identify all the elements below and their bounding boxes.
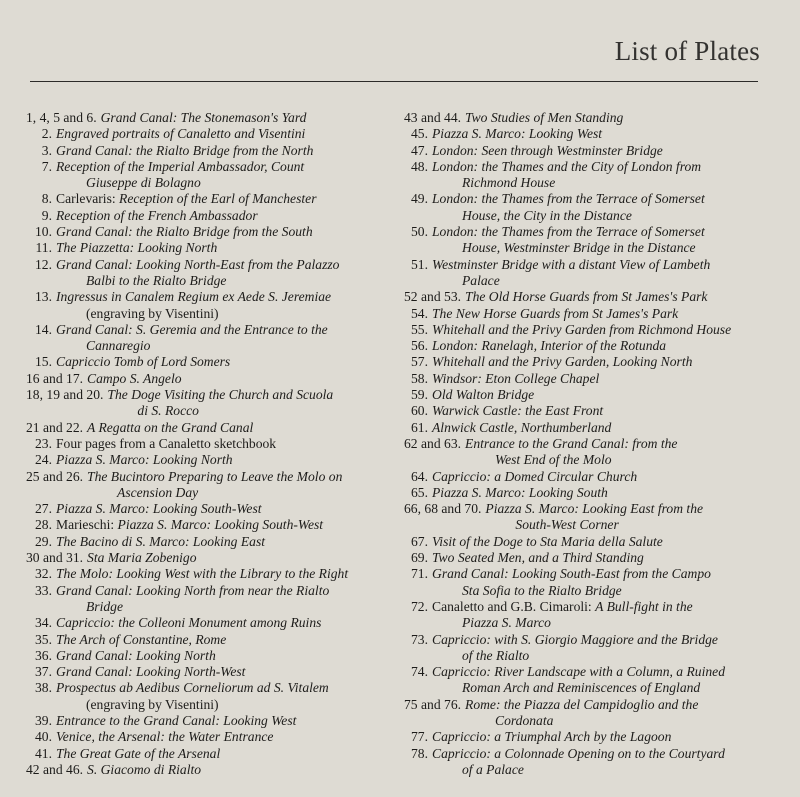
plate-number: 18, 19 and 20.: [26, 387, 104, 403]
plate-title: [432, 550, 758, 566]
plate-title-continuation: Piazza S. Marco: [462, 615, 551, 631]
plate-number: 49.: [411, 191, 428, 207]
plate-title-text: Grand Canal: the Rialto Bridge from the South: [56, 224, 313, 240]
plate-number: 65.: [411, 484, 428, 500]
plate-entry: [404, 403, 758, 419]
plate-title-text: London: Seen through Westminster Bridge: [432, 142, 663, 158]
plate-title-text: The Old Horse Guards from St James's Park: [465, 289, 708, 305]
plate-number: 59.: [411, 387, 428, 403]
plate-title: [432, 338, 758, 354]
plate-title: [432, 322, 758, 338]
plate-title-text: The Great Gate of the Arsenal: [56, 745, 221, 761]
plate-number: 39.: [35, 712, 52, 728]
plate-entry: [404, 436, 758, 469]
plate-title-text: The Arch of Constantine, Rome: [56, 631, 227, 647]
plate-entry: [26, 648, 388, 664]
plate-title: [56, 713, 388, 729]
plate-title-text: Sta Maria Zobenigo: [87, 550, 197, 566]
plate-title-continuation: Palace: [462, 272, 500, 288]
plate-number: 33.: [35, 582, 52, 598]
plate-number: 50.: [411, 224, 428, 240]
plate-number: 29.: [35, 533, 52, 549]
plate-title-text: Venice, the Arsenal: the Water Entrance: [56, 729, 274, 745]
plate-title: [56, 501, 388, 517]
plate-title: [485, 501, 758, 534]
plate-title-text: London: the Thames from the Terrace of Somerset: [432, 224, 705, 240]
plate-title-text: Piazza S. Marco: Looking North: [56, 452, 233, 468]
plate-title-text: A Regatta on the Grand Canal: [87, 419, 254, 435]
plate-entry: [404, 371, 758, 387]
plate-title-text: Entrance to the Grand Canal: from the: [465, 435, 678, 451]
plate-title: [465, 110, 758, 126]
plate-title-continuation: of a Palace: [462, 761, 524, 777]
plate-entry: [26, 762, 388, 778]
plate-title-continuation: (engraving by Visentini): [86, 696, 219, 712]
plate-number: 56.: [411, 338, 428, 354]
plate-title: [432, 469, 758, 485]
plate-entry: [26, 583, 388, 616]
plate-title: [56, 126, 388, 142]
plate-number: 16 and 17.: [26, 370, 84, 386]
plate-title: [432, 191, 758, 224]
plate-number: 64.: [411, 468, 428, 484]
plate-entry: [26, 469, 388, 502]
plate-entry: [26, 159, 388, 192]
plate-title: [432, 664, 758, 697]
plate-title-text: Capriccio: River Landscape with a Column, a Ruined: [432, 664, 725, 680]
plate-number: 47.: [411, 142, 428, 158]
plate-title: [56, 746, 388, 762]
plate-title: [432, 485, 758, 501]
plate-title: [56, 354, 388, 370]
plate-number: 36.: [35, 647, 52, 663]
plate-entry: [404, 420, 758, 436]
plate-title: [87, 420, 388, 436]
plate-number: 24.: [35, 452, 52, 468]
plate-title-continuation: Balbi to the Rialto Bridge: [86, 272, 227, 288]
plate-title-text: Entrance to the Grand Canal: Looking West: [56, 712, 297, 728]
plate-number: 35.: [35, 631, 52, 647]
plate-title: [432, 420, 758, 436]
plate-number: 7.: [41, 158, 52, 174]
plate-entry: [26, 110, 388, 126]
title-rule: [30, 81, 758, 82]
plate-entry: [26, 746, 388, 762]
plate-entry: [26, 191, 388, 207]
plate-entry: [26, 322, 388, 355]
plate-entry: [26, 729, 388, 745]
plate-title: [432, 566, 758, 599]
plate-title-text: Prospectus ab Aedibus Corneliorum ad S. Vitalem: [56, 680, 329, 696]
plate-number: 21 and 22.: [26, 419, 84, 435]
plate-title-continuation: Cordonata: [495, 712, 554, 728]
plate-title-text: The Bacino di S. Marco: Looking East: [56, 533, 266, 549]
plate-entry: [404, 143, 758, 159]
plate-title: [432, 257, 758, 290]
plate-title-continuation: (engraving by Visentini): [86, 305, 219, 321]
plate-artist-prefix: Canaletto and G.B. Cimaroli:: [432, 598, 596, 614]
plate-number: 32.: [35, 566, 52, 582]
plate-number: 74.: [411, 664, 428, 680]
plate-title-continuation: Richmond House: [462, 175, 556, 191]
plate-number: 57.: [411, 354, 428, 370]
plate-title: [56, 648, 388, 664]
plate-number: 3.: [41, 142, 52, 158]
plate-number: 54.: [411, 305, 428, 321]
plate-entry: [26, 143, 388, 159]
plates-column-right: [404, 110, 758, 778]
plate-title: [432, 534, 758, 550]
plate-title: [432, 143, 758, 159]
plate-entry: [26, 436, 388, 452]
plate-title: [432, 371, 758, 387]
plate-title: [56, 534, 388, 550]
plate-number: 37.: [35, 664, 52, 680]
plate-entry: [404, 354, 758, 370]
plate-number: 66, 68 and 70.: [404, 501, 482, 517]
plate-number: 10.: [35, 224, 52, 240]
plate-title-text: Capriccio: with S. Giorgio Maggiore and the Bridge: [432, 631, 718, 647]
plate-entry: [404, 664, 758, 697]
plate-title: [87, 550, 388, 566]
plate-entry: [404, 534, 758, 550]
plate-title-continuation: Ascension Day: [117, 484, 199, 500]
plate-entry: [26, 387, 388, 420]
plate-title: [56, 583, 388, 616]
plate-title: [432, 403, 758, 419]
plate-entry: [26, 534, 388, 550]
plate-entry: [404, 289, 758, 305]
plate-number: 43 and 44.: [404, 110, 462, 125]
plate-title-text: The Molo: Looking West with the Library to the Right: [56, 566, 349, 582]
plate-entry: [404, 550, 758, 566]
plate-title-text: Reception of the Earl of Manchester: [119, 191, 317, 207]
plate-entry: [404, 599, 758, 632]
plate-title: [56, 729, 388, 745]
plate-number: 38.: [35, 680, 52, 696]
plate-title: [432, 387, 758, 403]
plate-artist-prefix: Four pages from a Canaletto sketchbook: [56, 435, 277, 451]
plate-number: 8.: [41, 191, 52, 207]
plate-title-text: Rome: the Piazza del Campidoglio and the: [465, 696, 699, 712]
plate-number: 75 and 76.: [404, 696, 462, 712]
plate-title: [56, 680, 388, 713]
plate-title-text: Capriccio: a Domed Circular Church: [432, 468, 638, 484]
plate-number: 51.: [411, 256, 428, 272]
plate-entry: [404, 191, 758, 224]
plate-number: 78.: [411, 745, 428, 761]
plate-title: [465, 289, 758, 305]
plate-entry: [404, 501, 758, 534]
plate-title: [56, 257, 388, 290]
plate-number: 2.: [41, 126, 52, 142]
plate-title-text: Old Walton Bridge: [432, 387, 535, 403]
plate-title: [465, 436, 758, 469]
plate-number: 77.: [411, 729, 428, 745]
plate-entry: [26, 517, 388, 533]
plate-title-text: Reception of the French Ambassador: [56, 207, 258, 223]
plate-title-text: Capriccio: a Colonnade Opening on to the Courtyard: [432, 745, 725, 761]
plate-title-text: Westminster Bridge with a distant View of Lambeth: [432, 256, 711, 272]
plate-entry: [404, 126, 758, 142]
plate-title: [432, 159, 758, 192]
plate-title-text: Windsor: Eton College Chapel: [432, 370, 600, 386]
plate-number: 60.: [411, 403, 428, 419]
plate-title-text: London: the Thames from the Terrace of Somerset: [432, 191, 705, 207]
plate-title: [465, 697, 758, 730]
plate-title-text: Alnwick Castle, Northumberland: [432, 419, 612, 435]
plate-title: [107, 387, 388, 420]
plate-number: 9.: [41, 207, 52, 223]
plate-title: [87, 371, 388, 387]
plate-title-text: A Bull-fight in the: [595, 598, 693, 614]
plate-title-text: S. Giacomo di Rialto: [87, 761, 202, 777]
plate-number: 45.: [411, 126, 428, 142]
plate-number: 1, 4, 5 and 6.: [26, 110, 97, 125]
plate-title: [432, 126, 758, 142]
plate-entry: [26, 208, 388, 224]
plate-title-continuation: of the Rialto: [462, 647, 530, 663]
plate-entry: [26, 501, 388, 517]
plate-entry: [404, 485, 758, 501]
plate-title: [87, 762, 388, 778]
plate-number: 40.: [35, 729, 52, 745]
plate-title: [432, 599, 758, 632]
plate-number: 71.: [411, 566, 428, 582]
plate-number: 69.: [411, 550, 428, 566]
plate-entry: [404, 322, 758, 338]
plate-title: [56, 436, 388, 452]
plate-entry: [404, 224, 758, 257]
plate-title-text: Capriccio Tomb of Lord Somers: [56, 354, 231, 370]
plate-title: [432, 729, 758, 745]
plate-number: 73.: [411, 631, 428, 647]
plate-title-text: Two Seated Men, and a Third Standing: [432, 550, 644, 566]
plate-number: 62 and 63.: [404, 435, 462, 451]
plate-entry: [26, 240, 388, 256]
plate-title: [101, 110, 388, 126]
plate-title: [56, 159, 388, 192]
plate-title-text: The Bucintoro Preparing to Leave the Molo on: [87, 468, 343, 484]
plate-title: [56, 224, 388, 240]
plate-title: [56, 191, 388, 207]
plate-title-continuation: Giuseppe di Bolagno: [86, 175, 201, 191]
plate-title-text: The New Horse Guards from St James's Park: [432, 305, 679, 321]
plate-title-text: Piazza S. Marco: Looking South-West: [56, 501, 262, 517]
plate-title-text: Warwick Castle: the East Front: [432, 403, 604, 419]
plate-entry: [404, 110, 758, 126]
plate-number: 67.: [411, 533, 428, 549]
plate-number: 72.: [411, 598, 428, 614]
plate-artist-prefix: Carlevaris:: [56, 191, 120, 207]
plate-entry: [404, 159, 758, 192]
plate-title-text: Capriccio: the Colleoni Monument among Ruins: [56, 615, 322, 631]
plate-entry: [26, 126, 388, 142]
plates-column-left: [26, 110, 388, 778]
plate-entry: [26, 224, 388, 240]
plate-title-continuation: Bridge: [86, 598, 123, 614]
plate-title-continuation: di S. Rocco: [137, 403, 199, 419]
plate-entry: [404, 306, 758, 322]
plate-title-text: Piazza S. Marco: Looking West: [432, 126, 603, 142]
plate-number: 41.: [35, 745, 52, 761]
plate-entry: [26, 632, 388, 648]
plate-number: 48.: [411, 158, 428, 174]
plate-title: [56, 322, 388, 355]
plate-entry: [26, 615, 388, 631]
plate-title: [432, 224, 758, 257]
plate-title-text: Grand Canal: The Stonemason's Yard: [100, 110, 307, 125]
plate-title-continuation: House, the City in the Distance: [462, 207, 632, 223]
plate-entry: [26, 257, 388, 290]
plate-title-text: London: the Thames and the City of London from: [432, 158, 702, 174]
plate-title-text: Campo S. Angelo: [87, 370, 182, 386]
plate-title-text: Piazza S. Marco: Looking East from the: [485, 501, 704, 517]
plate-entry: [26, 550, 388, 566]
plate-artist-prefix: Marieschi:: [56, 517, 118, 533]
plate-number: 55.: [411, 321, 428, 337]
plate-entry: [26, 371, 388, 387]
plate-title-text: Whitehall and the Privy Garden, Looking North: [432, 354, 693, 370]
plate-entry: [26, 680, 388, 713]
plate-entry: [26, 566, 388, 582]
plate-entry: [26, 713, 388, 729]
plate-entry: [404, 746, 758, 779]
plate-title: [432, 354, 758, 370]
page-title: List of Plates: [614, 36, 760, 66]
plate-entry: [404, 338, 758, 354]
plate-title-text: Reception of the Imperial Ambassador, Count: [56, 158, 305, 174]
plate-entry: [26, 289, 388, 322]
plate-number: 15.: [35, 354, 52, 370]
plate-title: [56, 566, 388, 582]
plate-entry: [404, 387, 758, 403]
plate-number: 12.: [35, 256, 52, 272]
plate-entry: [404, 257, 758, 290]
plate-number: 28.: [35, 517, 52, 533]
plate-entry: [26, 452, 388, 468]
plate-entry: [404, 566, 758, 599]
plate-title-text: Two Studies of Men Standing: [465, 110, 624, 125]
plate-number: 27.: [35, 501, 52, 517]
plate-title-continuation: Cannaregio: [86, 338, 151, 354]
plate-number: 11.: [35, 240, 52, 256]
plate-title: [432, 306, 758, 322]
plate-title-text: The Doge Visiting the Church and Scuola: [107, 387, 334, 403]
plate-title-text: Engraved portraits of Canaletto and Visentini: [56, 126, 306, 142]
plate-title-text: Grand Canal: the Rialto Bridge from the North: [56, 142, 314, 158]
plate-title: [432, 632, 758, 665]
plate-title: [56, 452, 388, 468]
plate-title-text: The Piazzetta: Looking North: [56, 240, 218, 256]
plate-title-continuation: Roman Arch and Reminiscences of England: [462, 680, 701, 696]
plate-title-continuation: West End of the Molo: [495, 452, 612, 468]
plate-number: 23.: [35, 435, 52, 451]
plate-title-text: Piazza S. Marco: Looking South-West: [117, 517, 324, 533]
plate-number: 34.: [35, 615, 52, 631]
plate-title: [56, 517, 388, 533]
plate-entry: [26, 664, 388, 680]
plate-title-text: Piazza S. Marco: Looking South: [432, 484, 608, 500]
plate-title-continuation: South-West Corner: [515, 517, 619, 533]
plate-number: 14.: [35, 321, 52, 337]
plate-title: [56, 208, 388, 224]
plate-title-text: Grand Canal: S. Geremia and the Entrance to the: [56, 321, 328, 337]
plate-title: [56, 143, 388, 159]
plate-title-text: Whitehall and the Privy Garden from Richmond House: [432, 321, 732, 337]
plate-title: [432, 746, 758, 779]
plate-title-text: Visit of the Doge to Sta Maria della Salute: [432, 533, 663, 549]
plate-number: 30 and 31.: [26, 550, 84, 566]
plate-title: [56, 664, 388, 680]
plate-title-text: Grand Canal: Looking North from near the Rialto: [56, 582, 330, 598]
plate-entry: [404, 632, 758, 665]
plate-entry: [26, 354, 388, 370]
plate-title-text: Ingressus in Canalem Regium ex Aede S. Jeremiae: [56, 289, 332, 305]
plate-title-text: Grand Canal: Looking North-East from the Palazzo: [56, 256, 340, 272]
plate-title: [56, 289, 388, 322]
plate-title-text: Grand Canal: Looking North-West: [56, 664, 246, 680]
plate-title-continuation: Sta Sofia to the Rialto Bridge: [462, 582, 622, 598]
plate-title-text: Capriccio: a Triumphal Arch by the Lagoon: [432, 729, 672, 745]
plate-number: 58.: [411, 370, 428, 386]
plate-title: [56, 240, 388, 256]
plate-title: [87, 469, 388, 502]
plate-title-text: Grand Canal: Looking North: [56, 647, 216, 663]
plate-title-text: London: Ranelagh, Interior of the Rotunda: [432, 338, 667, 354]
plate-entry: [404, 697, 758, 730]
plate-title-continuation: House, Westminster Bridge in the Distance: [462, 240, 696, 256]
plate-number: 52 and 53.: [404, 289, 462, 305]
plate-title: [56, 615, 388, 631]
plate-entry: [26, 420, 388, 436]
plate-number: 13.: [35, 289, 52, 305]
plate-title: [56, 632, 388, 648]
plate-number: 42 and 46.: [26, 761, 84, 777]
plate-entry: [404, 729, 758, 745]
plate-entry: [404, 469, 758, 485]
plate-number: 61.: [411, 419, 428, 435]
plate-title-text: Grand Canal: Looking South-East from the Campo: [432, 566, 711, 582]
plate-number: 25 and 26.: [26, 468, 84, 484]
